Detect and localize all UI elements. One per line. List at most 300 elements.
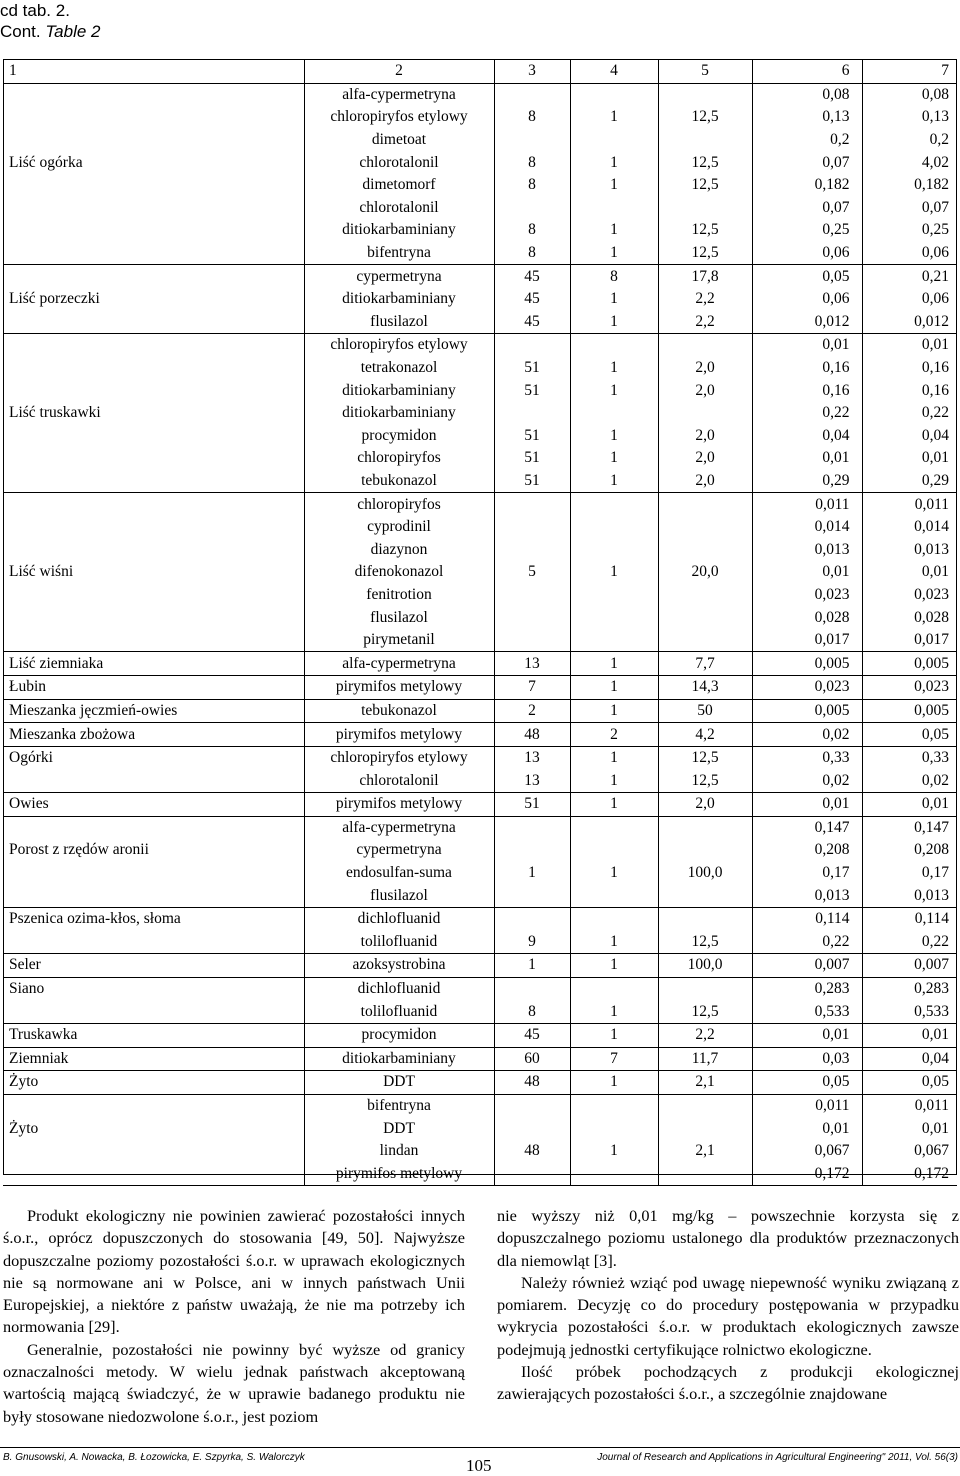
cell-c5 <box>658 584 752 607</box>
cell-c4: 1 <box>570 793 658 817</box>
table-row <box>3 265 957 288</box>
cell-c6: 0,22 <box>752 402 862 425</box>
cell-c3 <box>494 1163 570 1186</box>
cell-c6: 0,01 <box>752 447 862 470</box>
cell-c4: 1 <box>570 470 658 493</box>
cell-c7: 0,29 <box>921 471 949 489</box>
cell-c3: 48 <box>494 1071 570 1095</box>
cell-c4: 1 <box>570 862 658 885</box>
body-text-right <box>497 1205 959 1406</box>
table-row <box>3 425 957 448</box>
cell-c3: 48 <box>494 723 570 747</box>
cell-c1 <box>3 931 304 954</box>
cell-c5: 100,0 <box>658 862 752 885</box>
cell-c2: ditiokarbaminiany <box>304 402 494 425</box>
cell-c6: 0,011 <box>752 493 862 516</box>
cell-c2: ditiokarbaminiany <box>304 288 494 311</box>
cell-c7: 4,02 <box>921 153 949 171</box>
cell-c5: 12,5 <box>658 1000 752 1023</box>
cell-c1: Żyto <box>3 1117 304 1140</box>
table-row <box>3 1163 957 1186</box>
cell-c3 <box>494 839 570 862</box>
table-row <box>3 516 957 539</box>
cell-c2: lindan <box>304 1140 494 1163</box>
cell-c1 <box>3 1163 304 1186</box>
cell-c5: 2,0 <box>658 379 752 402</box>
cell-c4 <box>570 402 658 425</box>
cell-c1 <box>3 447 304 470</box>
cell-c6: 0,07 <box>752 197 862 220</box>
cell-c7: 0,208 <box>914 841 949 859</box>
table-row <box>3 629 957 652</box>
cell-c3: 2 <box>494 699 570 723</box>
cell-c4: 1 <box>570 425 658 448</box>
cell-c1 <box>3 606 304 629</box>
cell-c4 <box>570 83 658 106</box>
cell-c3 <box>494 584 570 607</box>
cell-c7: 0,005 <box>862 699 957 723</box>
table-row <box>3 954 957 978</box>
cell-c7: 0,13 <box>921 108 949 126</box>
table-row <box>3 334 957 357</box>
cell-c3 <box>494 129 570 152</box>
table-caption: Cont. Table 2 <box>0 22 101 41</box>
cell-c3: 8 <box>494 242 570 265</box>
cell-c4 <box>570 516 658 539</box>
cell-c4: 1 <box>570 676 658 700</box>
cell-c2: chloropiryfos <box>304 447 494 470</box>
cell-c1 <box>3 1000 304 1023</box>
cell-c3: 51 <box>494 425 570 448</box>
table-row <box>3 311 957 334</box>
table-row <box>3 538 957 561</box>
cell-c3: 45 <box>494 265 570 288</box>
table-row <box>3 676 957 700</box>
header-row <box>3 60 957 84</box>
cell-c7: 0,07 <box>921 198 949 216</box>
cell-c5: 14,3 <box>658 676 752 700</box>
cell-c1 <box>3 516 304 539</box>
table-row <box>3 793 957 817</box>
cell-c6: 0,05 <box>752 1071 862 1095</box>
cell-c7: 0,01 <box>862 1023 957 1047</box>
cell-c7: 0,147 <box>862 816 957 839</box>
cell-c1 <box>3 219 304 242</box>
cell-c2: tebukonazol <box>304 470 494 493</box>
continuation-note: cd tab. 2. <box>0 1 70 20</box>
cell-c1: Łubin <box>3 676 304 700</box>
table-row <box>3 862 957 885</box>
cell-c6: 0,023 <box>752 584 862 607</box>
column-header: 1 <box>3 60 304 84</box>
cell-c1 <box>3 174 304 197</box>
residue-table <box>3 59 957 1186</box>
column-header: 6 <box>752 60 862 84</box>
cell-c6: 0,014 <box>752 516 862 539</box>
table-row <box>3 746 957 769</box>
cell-c7: 0,013 <box>914 886 949 904</box>
cell-c3: 45 <box>494 288 570 311</box>
cell-c3: 51 <box>494 447 570 470</box>
cell-c7: 0,01 <box>921 1119 949 1137</box>
cell-c2: pirymifos metylowy <box>304 793 494 817</box>
table-row <box>3 884 957 907</box>
cell-c6: 0,33 <box>752 746 862 769</box>
cell-c1 <box>3 83 304 106</box>
cell-c2: alfa-cypermetryna <box>304 83 494 106</box>
cell-c3: 45 <box>494 1023 570 1047</box>
cell-c7: 0,283 <box>862 977 957 1000</box>
cell-c1: Pszenica ozima-kłos, słoma <box>3 907 304 930</box>
cell-c1 <box>3 129 304 152</box>
cell-c1 <box>3 538 304 561</box>
cell-c3: 51 <box>494 793 570 817</box>
cell-c3: 48 <box>494 1140 570 1163</box>
cell-c5: 20,0 <box>658 561 752 584</box>
cell-c1 <box>3 425 304 448</box>
table-row <box>3 699 957 723</box>
cell-c5: 4,2 <box>658 723 752 747</box>
cell-c2: dimetomorf <box>304 174 494 197</box>
table-row <box>3 379 957 402</box>
cell-c5: 2,0 <box>658 470 752 493</box>
cell-c7: 0,533 <box>914 1002 949 1020</box>
cell-c4: 1 <box>570 174 658 197</box>
cell-c1: Truskawka <box>3 1023 304 1047</box>
cell-c6: 0,011 <box>752 1094 862 1117</box>
table-row <box>3 197 957 220</box>
cell-c4: 1 <box>570 699 658 723</box>
cell-c5: 50 <box>658 699 752 723</box>
cell-c6: 0,13 <box>752 106 862 129</box>
cell-c6: 0,16 <box>752 357 862 380</box>
cell-c2: chlorotalonil <box>304 769 494 792</box>
cell-c5 <box>658 977 752 1000</box>
cell-c1 <box>3 357 304 380</box>
paragraph: Produkt ekologiczny nie powinien zawierać pozostałości innych ś.o.r., oprócz dopuszczonych do stosowania [49, 50]. Najwyższe dopuszczalne poziomy pozostałości ś.o.r. w uprawach ekologicznych nie są normowane ani w Polsce, ani w innych państwach Unii Europejskiej, a niektóre z państw uważają, że nie ma potrzeby ich normowania [29]. <box>3 1206 465 1337</box>
table-row <box>3 1071 957 1095</box>
cell-c6: 0,07 <box>752 151 862 174</box>
table-row <box>3 402 957 425</box>
cell-c4: 1 <box>570 311 658 334</box>
cell-c2: tolilofluanid <box>304 931 494 954</box>
cell-c1 <box>3 884 304 907</box>
cell-c5 <box>658 197 752 220</box>
cell-c2: pirymifos metylowy <box>304 676 494 700</box>
cell-c4: 1 <box>570 106 658 129</box>
cell-c5 <box>658 1163 752 1186</box>
cell-c5 <box>658 83 752 106</box>
cell-c2: cypermetryna <box>304 265 494 288</box>
cell-c3: 51 <box>494 470 570 493</box>
table-row <box>3 1094 957 1117</box>
cell-c1 <box>3 493 304 516</box>
cell-c7: 0,25 <box>921 221 949 239</box>
cell-c4: 1 <box>570 954 658 978</box>
cell-c7: 0,172 <box>862 1163 957 1186</box>
cell-c1 <box>3 629 304 652</box>
table-row <box>3 242 957 265</box>
cell-c6: 0,02 <box>752 769 862 792</box>
cell-c6: 0,16 <box>752 379 862 402</box>
cell-c1 <box>3 470 304 493</box>
cell-c5: 12,5 <box>658 746 752 769</box>
cell-c3 <box>494 1117 570 1140</box>
cell-c4 <box>570 884 658 907</box>
cell-c1 <box>3 242 304 265</box>
table-label: Table 2 <box>45 22 101 41</box>
cell-c1 <box>3 197 304 220</box>
cell-c6: 0,005 <box>752 652 862 676</box>
cell-c5 <box>658 493 752 516</box>
cell-c5 <box>658 538 752 561</box>
cell-c4: 7 <box>570 1047 658 1071</box>
cell-c5: 17,8 <box>658 265 752 288</box>
cell-c3 <box>494 907 570 930</box>
cell-c3 <box>494 493 570 516</box>
cell-c1 <box>3 265 304 288</box>
cell-c6: 0,29 <box>752 470 862 493</box>
cell-c5: 2,0 <box>658 357 752 380</box>
cell-c5: 12,5 <box>658 931 752 954</box>
cell-c2: procymidon <box>304 425 494 448</box>
cell-c6: 0,05 <box>752 265 862 288</box>
cell-c4 <box>570 629 658 652</box>
cell-c7: 0,04 <box>862 1047 957 1071</box>
cell-c7: 0,22 <box>921 404 949 422</box>
cell-c7: 0,01 <box>862 334 957 357</box>
cell-c7: 0,005 <box>862 652 957 676</box>
cell-c6: 0,17 <box>752 862 862 885</box>
cell-c5 <box>658 839 752 862</box>
cell-c5: 2,1 <box>658 1071 752 1095</box>
table-row <box>3 606 957 629</box>
paragraph: Generalnie, pozostałości nie powinny być wyższe od granicy oznaczalności metody. W wielu jednak państwach akceptowaną wartością mającą świadczyć, że w uprawie badanego produktu nie były stosowane niedozwolone ś.o.r., jest poziom <box>3 1339 465 1426</box>
cell-c2: diazynon <box>304 538 494 561</box>
cell-c7: 0,16 <box>921 359 949 377</box>
cell-c7: 0,011 <box>862 493 957 516</box>
body-text-left <box>3 1205 465 1428</box>
cell-c7: 0,22 <box>921 932 949 950</box>
cell-c3: 8 <box>494 106 570 129</box>
cell-c1: Żyto <box>3 1071 304 1095</box>
cell-c3 <box>494 538 570 561</box>
cell-c2: fenitrotion <box>304 584 494 607</box>
cell-c1: Seler <box>3 954 304 978</box>
cell-c2: ditiokarbaminiany <box>304 379 494 402</box>
cell-c3: 1 <box>494 862 570 885</box>
cell-c4: 8 <box>570 265 658 288</box>
cell-c1 <box>3 1094 304 1117</box>
cell-c1: Owies <box>3 793 304 817</box>
cell-c3 <box>494 629 570 652</box>
cell-c4 <box>570 839 658 862</box>
footer-journal: Journal of Research and Applications in Agricultural Engineering" 2011, Vol. 56(3) <box>597 1452 958 1463</box>
cell-c1: Liść porzeczki <box>3 288 304 311</box>
table-row <box>3 357 957 380</box>
table-row <box>3 493 957 516</box>
table-row <box>3 931 957 954</box>
cell-c4 <box>570 1094 658 1117</box>
cell-c1: Ziemniak <box>3 1047 304 1071</box>
cell-c7: 0,023 <box>914 585 949 603</box>
table-row <box>3 106 957 129</box>
cell-c3: 8 <box>494 1000 570 1023</box>
cell-c4: 1 <box>570 357 658 380</box>
cell-c2: flusilazol <box>304 311 494 334</box>
cell-c6: 0,028 <box>752 606 862 629</box>
cell-c2: ditiokarbaminiany <box>304 1047 494 1071</box>
cell-c4 <box>570 584 658 607</box>
cell-c7: 0,06 <box>921 244 949 262</box>
paragraph: Należy również wziąć pod uwagę niepewność wyniku związaną z pomiarem. Decyzję co do procedury postępowania w przypadku wykrycia pozostałości ś.o.r. w produktach ekologicznych zawsze podejmują jednostki certyfikujące rolnictwo ekologiczne. <box>497 1272 959 1359</box>
cell-c5 <box>658 334 752 357</box>
footer-authors: B. Gnusowski, A. Nowacka, B. Łozowicka, E. Szpyrka, S. Walorczyk <box>3 1452 305 1463</box>
cell-c7: 0,017 <box>914 631 949 649</box>
cell-c7: 0,2 <box>929 131 949 149</box>
cell-c1 <box>3 311 304 334</box>
cell-c5: 2,1 <box>658 1140 752 1163</box>
table-row <box>3 1023 957 1047</box>
cell-c7: 0,02 <box>921 771 949 789</box>
cell-c6: 0,013 <box>752 538 862 561</box>
cell-c7: 0,16 <box>921 381 949 399</box>
cell-c5: 2,0 <box>658 425 752 448</box>
cell-c2: chloropiryfos etylowy <box>304 334 494 357</box>
cell-c7: 0,114 <box>862 907 957 930</box>
cell-c6: 0,283 <box>752 977 862 1000</box>
page-number: 105 <box>466 1456 492 1475</box>
table-row <box>3 1140 957 1163</box>
cell-c6: 0,01 <box>752 1117 862 1140</box>
cell-c4 <box>570 334 658 357</box>
cell-c4 <box>570 1163 658 1186</box>
cell-c7: 0,05 <box>862 723 957 747</box>
cell-c2: difenokonazol <box>304 561 494 584</box>
cell-c7: 0,05 <box>862 1071 957 1095</box>
cell-c5 <box>658 1117 752 1140</box>
cell-c6: 0,01 <box>752 793 862 817</box>
cell-c1 <box>3 379 304 402</box>
cell-c7: 0,028 <box>914 608 949 626</box>
cell-c1: Mieszanka zbożowa <box>3 723 304 747</box>
table-row <box>3 816 957 839</box>
cell-c2: flusilazol <box>304 606 494 629</box>
table-row <box>3 977 957 1000</box>
cell-c6: 0,017 <box>752 629 862 652</box>
cell-c4 <box>570 907 658 930</box>
cell-c5 <box>658 1094 752 1117</box>
cell-c6: 0,03 <box>752 1047 862 1071</box>
column-header: 2 <box>304 60 494 84</box>
cell-c4: 1 <box>570 288 658 311</box>
table-row <box>3 561 957 584</box>
table-row <box>3 839 957 862</box>
cell-c2: procymidon <box>304 1023 494 1047</box>
cell-c4 <box>570 606 658 629</box>
table-row <box>3 723 957 747</box>
cell-c3: 45 <box>494 311 570 334</box>
cell-c6: 0,06 <box>752 288 862 311</box>
cell-c1: Liść wiśni <box>3 561 304 584</box>
cell-c5: 7,7 <box>658 652 752 676</box>
cell-c4: 1 <box>570 1071 658 1095</box>
cell-c6: 0,533 <box>752 1000 862 1023</box>
cell-c7: 0,08 <box>862 83 957 106</box>
cell-c7: 0,067 <box>914 1142 949 1160</box>
cell-c5: 100,0 <box>658 954 752 978</box>
cell-c2: tetrakonazol <box>304 357 494 380</box>
cell-c2: alfa-cypermetryna <box>304 816 494 839</box>
cell-c4 <box>570 977 658 1000</box>
cell-c2: DDT <box>304 1117 494 1140</box>
cell-c4 <box>570 538 658 561</box>
cell-c4: 1 <box>570 447 658 470</box>
column-header: 5 <box>658 60 752 84</box>
cell-c3 <box>494 1094 570 1117</box>
cell-c7: 0,011 <box>862 1094 957 1117</box>
table-row <box>3 1117 957 1140</box>
cell-c4: 1 <box>570 242 658 265</box>
table-row <box>3 129 957 152</box>
cell-c1: Ogórki <box>3 746 304 769</box>
cell-c2: pirymifos metylowy <box>304 723 494 747</box>
cell-c2: chloropiryfos <box>304 493 494 516</box>
cell-c3: 51 <box>494 379 570 402</box>
table-row <box>3 219 957 242</box>
cell-c7: 0,01 <box>921 563 949 581</box>
cell-c6: 0,208 <box>752 839 862 862</box>
table-row <box>3 1000 957 1023</box>
cell-c1: Liść truskawki <box>3 402 304 425</box>
cell-c2: chloropiryfos etylowy <box>304 106 494 129</box>
cell-c3 <box>494 977 570 1000</box>
cell-c6: 0,005 <box>752 699 862 723</box>
cell-c4: 1 <box>570 379 658 402</box>
cell-c2: ditiokarbaminiany <box>304 219 494 242</box>
cell-c6: 0,007 <box>752 954 862 978</box>
cell-c6: 0,114 <box>752 907 862 930</box>
cell-c2: tebukonazol <box>304 699 494 723</box>
cell-c4: 1 <box>570 746 658 769</box>
cell-c6: 0,2 <box>752 129 862 152</box>
cell-c3 <box>494 402 570 425</box>
cell-c4: 1 <box>570 561 658 584</box>
cell-c7: 0,06 <box>921 290 949 308</box>
cell-c6: 0,01 <box>752 561 862 584</box>
cell-c3: 13 <box>494 769 570 792</box>
cell-c2: alfa-cypermetryna <box>304 652 494 676</box>
cell-c6: 0,023 <box>752 676 862 700</box>
cell-c5: 2,0 <box>658 793 752 817</box>
cell-c5 <box>658 402 752 425</box>
cell-c1 <box>3 106 304 129</box>
cell-c4 <box>570 1117 658 1140</box>
cell-c4: 1 <box>570 151 658 174</box>
cell-c1 <box>3 1140 304 1163</box>
cell-c5: 12,5 <box>658 769 752 792</box>
cell-c4: 2 <box>570 723 658 747</box>
cell-c7: 0,013 <box>914 540 949 558</box>
cell-c2: endosulfan-suma <box>304 862 494 885</box>
cell-c2: DDT <box>304 1071 494 1095</box>
cell-c2: bifentryna <box>304 242 494 265</box>
cell-c6: 0,147 <box>752 816 862 839</box>
cell-c3 <box>494 83 570 106</box>
cell-c5 <box>658 884 752 907</box>
cell-c1: Mieszanka jęczmień-owies <box>3 699 304 723</box>
cell-c6: 0,067 <box>752 1140 862 1163</box>
